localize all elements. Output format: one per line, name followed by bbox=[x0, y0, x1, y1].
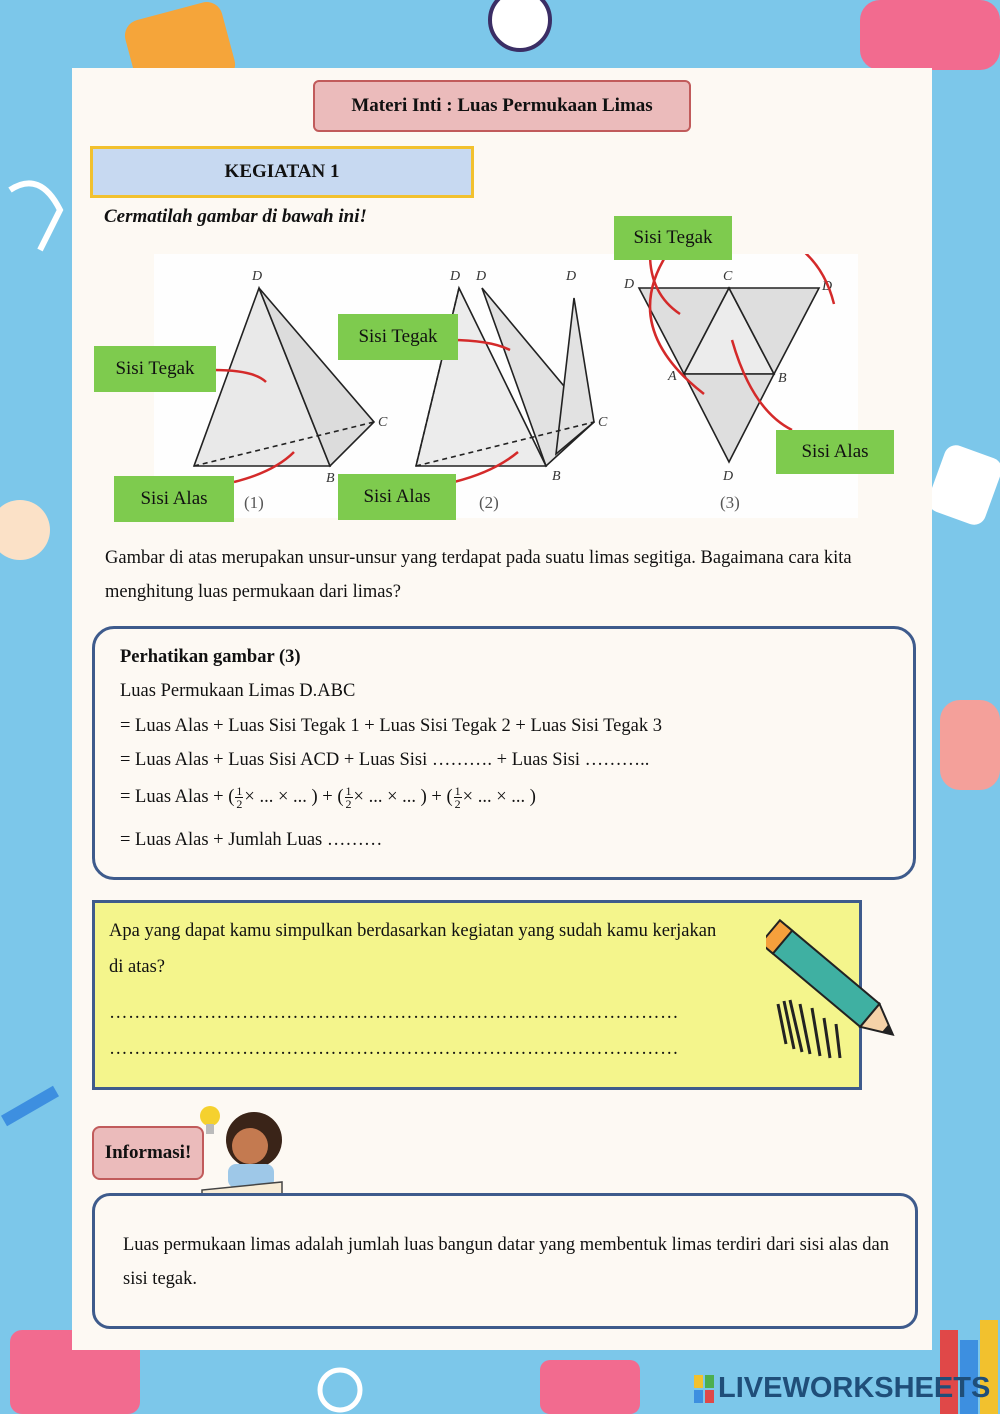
fraction-denominator: 2 bbox=[345, 797, 352, 811]
vertex-d-1: D bbox=[252, 269, 263, 284]
calc-line-4 bbox=[120, 785, 536, 810]
fraction-denominator: 2 bbox=[454, 797, 461, 811]
fraction-numerator: 1 bbox=[345, 784, 352, 798]
calc-line-4-part-3: × ... × ... ) bbox=[462, 786, 536, 807]
calculation-box bbox=[92, 626, 916, 880]
instruction-text: Cermatilah gambar di bawah ini! bbox=[104, 206, 367, 227]
brand-name: LIVEWORKSHEETS bbox=[718, 1372, 991, 1404]
liveworksheets-logo bbox=[694, 1372, 990, 1405]
eraser-decoration bbox=[925, 442, 1000, 528]
label-sisi-tegak-2: Sisi Tegak bbox=[338, 314, 458, 360]
ruler-decoration bbox=[1, 1086, 59, 1126]
vertex-d-3b: D bbox=[822, 279, 833, 294]
calc-line-3: = Luas Alas + Luas Sisi ACD + Luas Sisi ………. + Luas Sisi ……….. bbox=[120, 750, 650, 770]
pencil-icon bbox=[766, 894, 926, 1074]
vertex-a-3: A bbox=[668, 369, 677, 384]
pyramid-2-face-right bbox=[556, 298, 594, 454]
bottom-pink-decoration bbox=[540, 1360, 640, 1414]
answer-line-2[interactable]: ……………………………………………………………………………… bbox=[109, 1039, 679, 1059]
answer-line-1[interactable]: ……………………………………………………………………………… bbox=[109, 1003, 679, 1023]
label-sisi-tegak-1: Sisi Tegak bbox=[94, 346, 216, 392]
cookie-decoration bbox=[490, 0, 550, 50]
binder-clip-decoration bbox=[10, 183, 60, 250]
vertex-c-3: C bbox=[723, 269, 733, 284]
vertex-b-1: B bbox=[326, 471, 335, 486]
vertex-b-2: B bbox=[552, 469, 561, 484]
caption-1: (1) bbox=[244, 493, 264, 512]
explanation-paragraph: Gambar di atas merupakan unsur-unsur yang terdapat pada suatu limas segitiga. Bagaimana cara kita menghitung luas permukaan dari limas? bbox=[105, 548, 852, 602]
pink-pencil-case-decoration bbox=[860, 0, 1000, 70]
activity-heading: KEGIATAN 1 bbox=[90, 146, 474, 198]
glue-decoration bbox=[0, 500, 50, 560]
label-sisi-alas-3: Sisi Alas bbox=[776, 430, 894, 474]
vertex-b-3: B bbox=[778, 371, 787, 386]
label-sisi-alas-1: Sisi Alas bbox=[114, 476, 234, 522]
pyramid-figure bbox=[154, 254, 858, 518]
fraction-half-3 bbox=[454, 785, 462, 810]
fraction-numerator: 1 bbox=[236, 784, 243, 798]
info-text: Luas permukaan limas adalah jumlah luas bangun datar yang membentuk limas terdiri dari sisi alas dan sisi tegak. bbox=[123, 1235, 889, 1289]
vertex-d-3a: D bbox=[624, 277, 635, 292]
calc-line-2: = Luas Alas + Luas Sisi Tegak 1 + Luas Sisi Tegak 2 + Luas Sisi Tegak 3 bbox=[120, 716, 662, 736]
calc-line-4-part-1: × ... × ... ) + ( bbox=[244, 786, 344, 807]
brand-icon bbox=[694, 1375, 714, 1403]
fraction-denominator: 2 bbox=[236, 797, 243, 811]
calc-line-4-part-2: × ... × ... ) + ( bbox=[353, 786, 453, 807]
hand-decoration bbox=[940, 700, 1000, 790]
paperclip-decoration bbox=[320, 1370, 360, 1410]
caption-2: (2) bbox=[479, 493, 499, 512]
fraction-numerator: 1 bbox=[454, 784, 461, 798]
caption-3: (3) bbox=[720, 493, 740, 512]
pyramid-diagram bbox=[154, 254, 858, 518]
conclusion-question: Apa yang dapat kamu simpulkan berdasarkan kegiatan yang sudah kamu kerjakan di atas? bbox=[109, 921, 717, 977]
vertex-d-3c: D bbox=[723, 469, 734, 484]
vertex-d-2b: D bbox=[476, 269, 487, 284]
vertex-d-2a: D bbox=[450, 269, 461, 284]
worksheet-page bbox=[72, 68, 932, 1350]
fraction-half-1 bbox=[235, 785, 243, 810]
conclusion-question-box bbox=[92, 900, 862, 1090]
info-box bbox=[92, 1193, 918, 1329]
label-sisi-tegak-3: Sisi Tegak bbox=[614, 216, 732, 260]
calc-line-5: = Luas Alas + Jumlah Luas ……… bbox=[120, 830, 383, 850]
info-tag: Informasi! bbox=[92, 1126, 204, 1180]
page-title: Materi Inti : Luas Permukaan Limas bbox=[313, 80, 691, 132]
label-sisi-alas-2: Sisi Alas bbox=[338, 474, 456, 520]
vertex-d-2c: D bbox=[566, 269, 577, 284]
calc-line-4-start: = Luas Alas + ( bbox=[120, 786, 235, 807]
vertex-c-1: C bbox=[378, 415, 388, 430]
calc-line-1: Luas Permukaan Limas D.ABC bbox=[120, 681, 356, 701]
vertex-c-2: C bbox=[598, 415, 608, 430]
calc-heading: Perhatikan gambar (3) bbox=[120, 647, 301, 667]
fraction-half-2 bbox=[345, 785, 353, 810]
